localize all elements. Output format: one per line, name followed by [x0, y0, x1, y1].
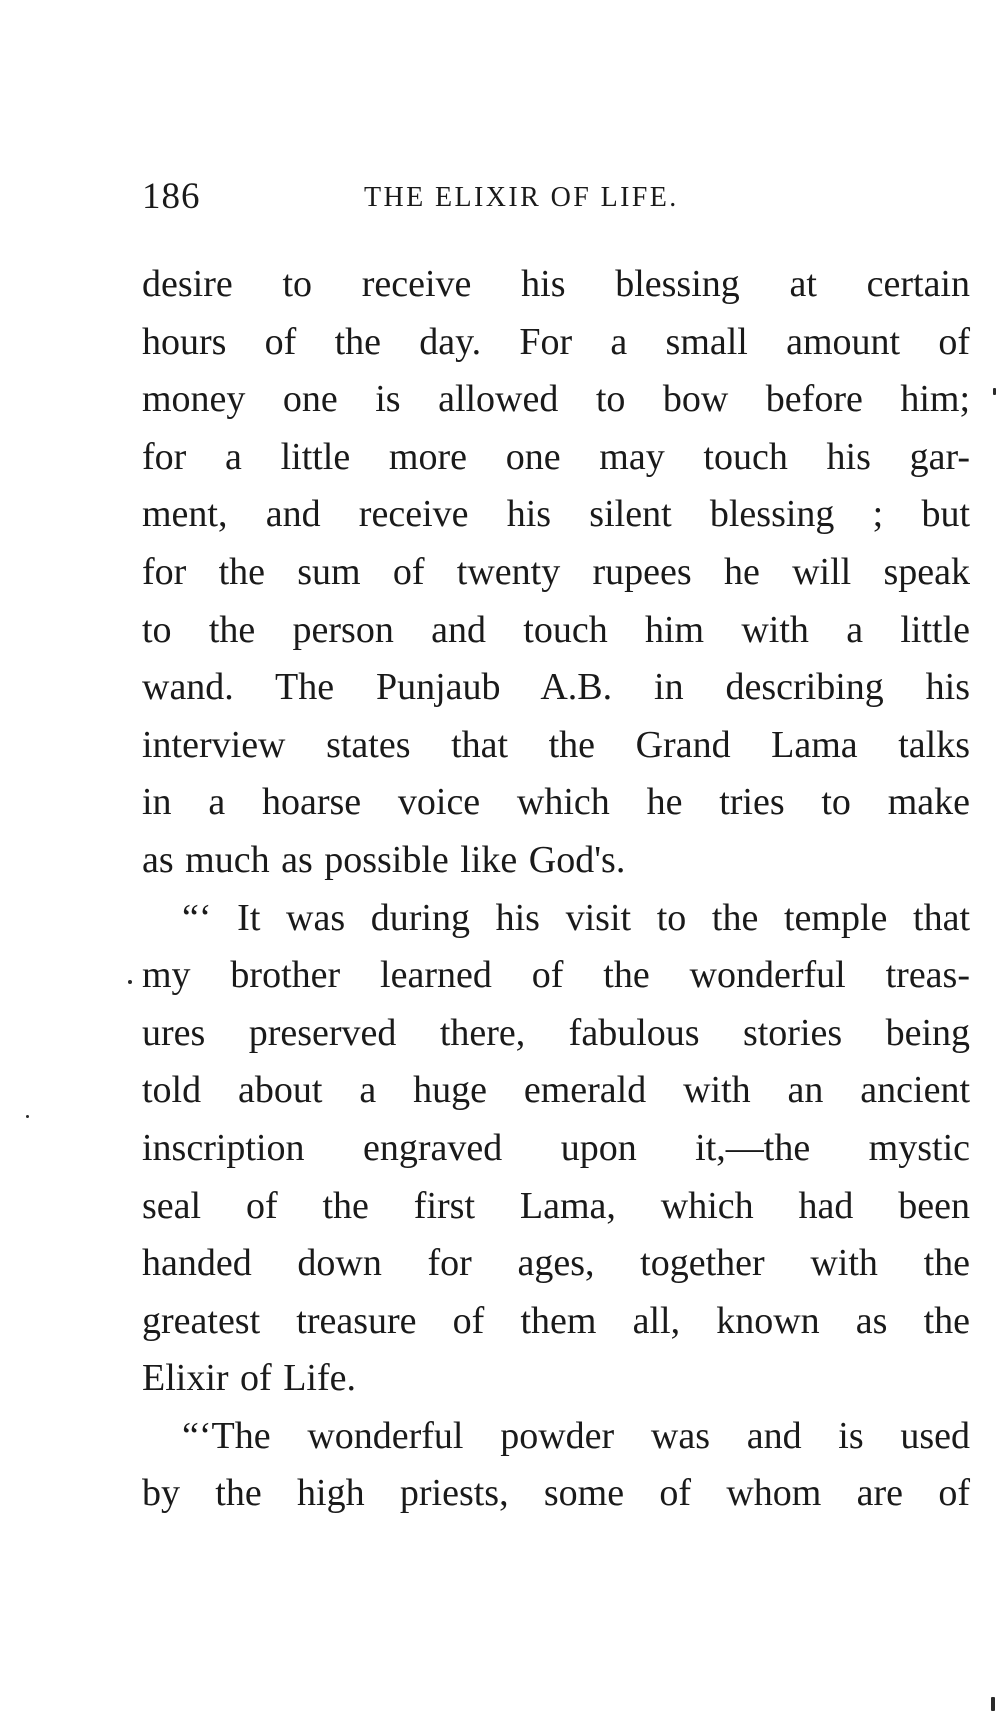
body-text [142, 256, 970, 1523]
text-line: interview states that the Grand Lama talks [142, 723, 970, 766]
text-line: greatest treasure of them all, known as the [142, 1299, 970, 1342]
text-line: “‘The wonderful powder was and is used [182, 1414, 970, 1457]
text-line: desire to receive his blessing at certain [142, 263, 970, 305]
text-line: told about a huge emerald with an ancient [142, 1069, 970, 1112]
text-line: for the sum of twenty rupees he will speak [142, 550, 970, 593]
text-line: “‘ It was during his visit to the temple that [182, 896, 970, 939]
edge-mark [993, 388, 996, 395]
text-line: in a hoarse voice which he tries to make [142, 781, 970, 824]
text-line: seal of the first Lama, which had been [142, 1184, 970, 1227]
paragraph-2 [142, 890, 970, 1408]
text-line: as much as possible like God's. [142, 838, 626, 881]
text-line: money one is allowed to bow before him; [142, 378, 970, 421]
running-head [142, 175, 952, 225]
text-line: Elixir of Life. [142, 1357, 356, 1400]
margin-speck [26, 1115, 29, 1118]
text-line: handed down for ages, together with the [142, 1242, 970, 1285]
text-line: ment, and receive his silent blessing ; but [142, 493, 970, 536]
paragraph-1 [142, 256, 970, 890]
text-line: wand. The Punjaub A.B. in describing his [142, 666, 970, 709]
text-line: my brother learned of the wonderful treas- [142, 954, 970, 997]
text-line: inscription engraved upon it,—the mystic [142, 1126, 970, 1169]
text-line: to the person and touch him with a little [142, 608, 970, 651]
page-number: 186 [142, 176, 201, 217]
text-line: by the high priests, some of whom are of [142, 1472, 970, 1515]
paragraph-3 [142, 1408, 970, 1523]
text-line: ures preserved there, fabulous stories being [142, 1011, 970, 1054]
text-line: hours of the day. For a small amount of [142, 320, 970, 363]
text-line: for a little more one may touch his gar- [142, 435, 970, 478]
margin-speck [128, 980, 132, 984]
edge-mark [991, 1697, 995, 1711]
running-title: THE ELIXIR OF LIFE. [364, 182, 679, 213]
